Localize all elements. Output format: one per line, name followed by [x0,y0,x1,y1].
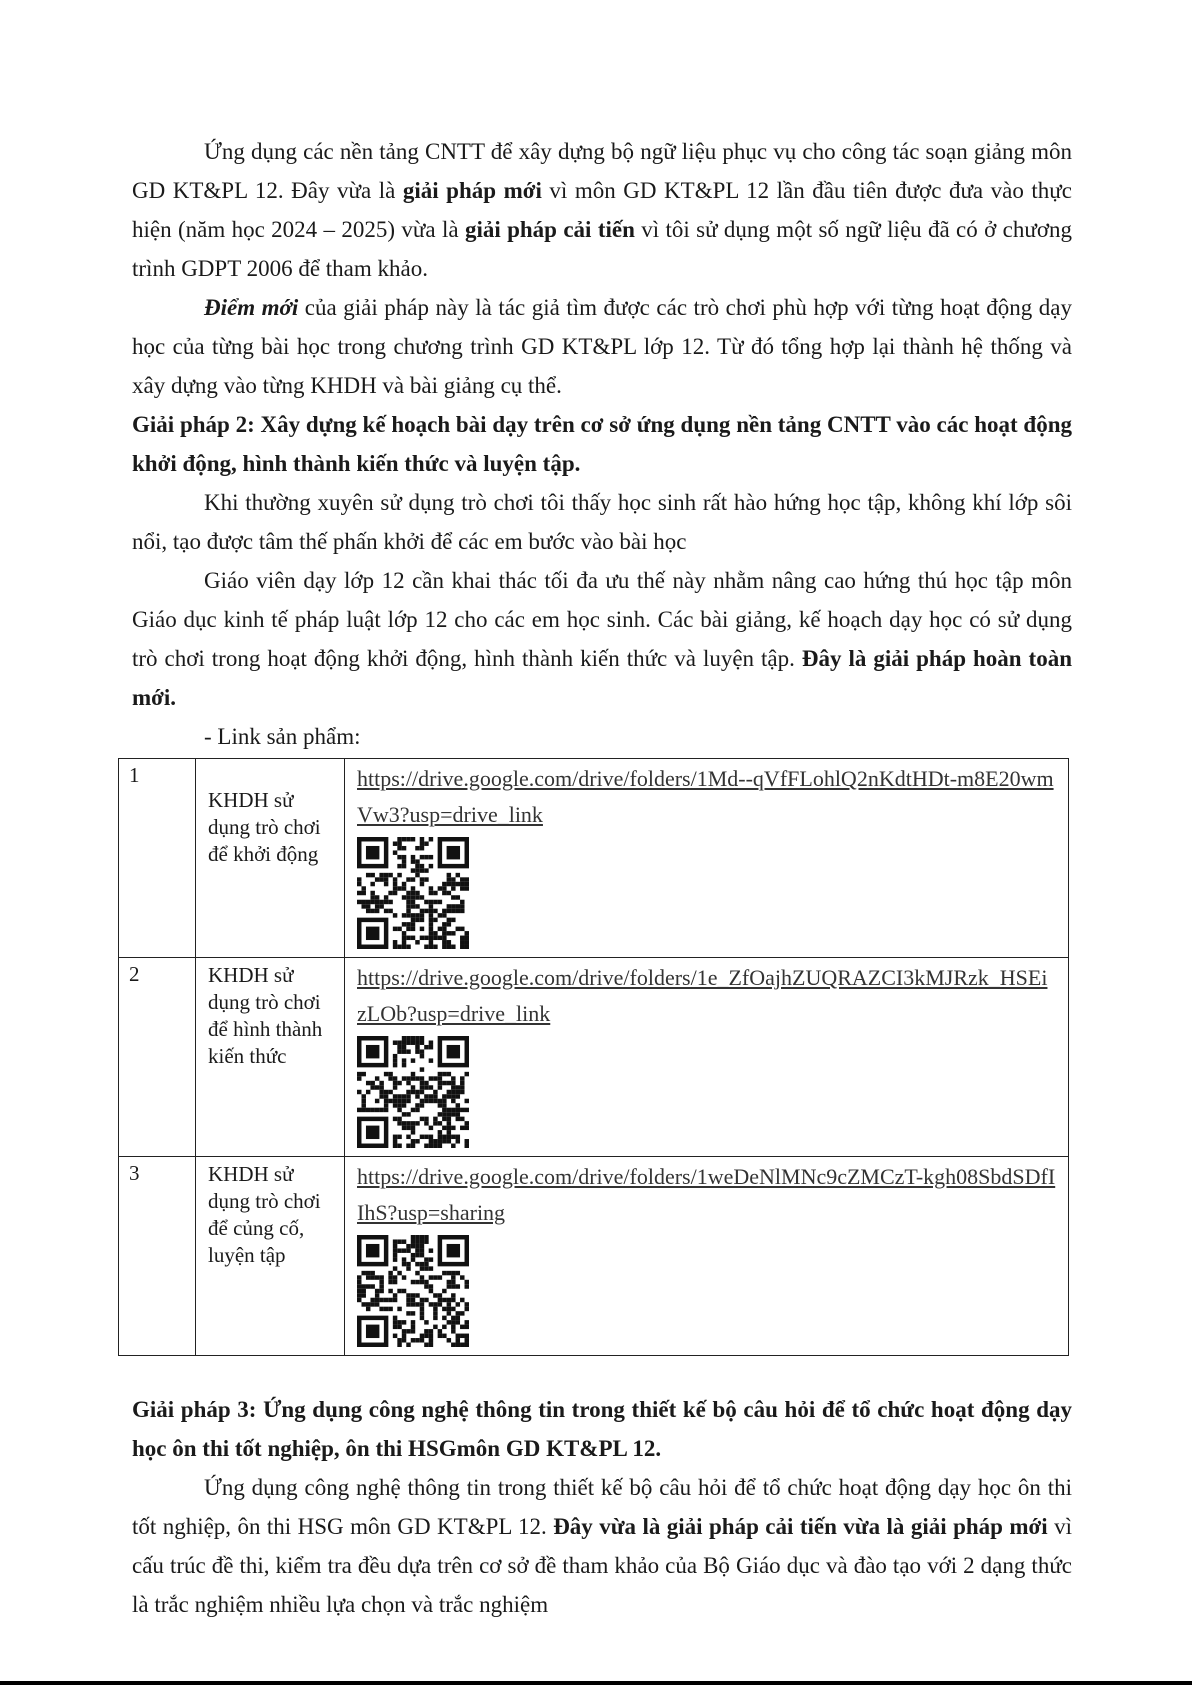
paragraph-2: Điểm mới của giải pháp này là tác giả tìm được các trò chơi phù hợp với từng hoạt động dạy học của từng bài học trong chương trình GD KT&PL lớp 12. Từ đó tổng hợp lại thành hệ thống và xây dựng vào từng KHDH và bài giảng cụ thể. [132,295,1072,398]
row-number: 3 [119,1157,196,1356]
row-title: KHDH sử dụng trò chơi để khởi động [196,759,345,958]
paragraph-3: Khi thường xuyên sử dụng trò chơi tôi thấy học sinh rất hào hứng học tập, không khí lớp sôi nổi, tạo được tâm thế phấn khởi để các em bước vào bài học [132,490,1072,554]
drive-link[interactable]: https://drive.google.com/drive/folders/1Md--qVfFLohlQ2nKdtHDt-m8E20wmVw3?usp=drive_link [357,766,1054,827]
table-row [119,1157,1069,1356]
row-title: KHDH sử dụng trò chơi để hình thành kiến thức [196,958,345,1157]
link-label: - Link sản phẩm: [204,724,361,749]
qr-code-icon [357,837,469,949]
page-bottom-edge [0,1681,1192,1685]
product-links-table [118,758,1069,1356]
document-page [129,132,1072,1624]
qr-code-icon [357,1235,469,1347]
table-row [119,958,1069,1157]
table-row [119,759,1069,958]
paragraph-5: Ứng dụng công nghệ thông tin trong thiết kế bộ câu hỏi để tổ chức hoạt động dạy học ôn thi tốt nghiệp, ôn thi HSG môn GD KT&PL 12. Đây vừa là giải pháp cải tiến vừa là giải pháp mới vì cấu trúc đề thi, kiểm tra đều dựa trên cơ sở đề tham khảo của Bộ Giáo dục và đào tạo với 2 dạng thức là trắc nghiệm nhiều lựa chọn và trắc nghiệm [132,1475,1072,1617]
row-number: 2 [119,958,196,1157]
drive-link[interactable]: https://drive.google.com/drive/folders/1weDeNlMNc9cZMCzT-kgh08SbdSDfIIhS?usp=sharing [357,1164,1056,1225]
row-title: KHDH sử dụng trò chơi để củng cố, luyện tập [196,1157,345,1356]
paragraph-4: Giáo viên dạy lớp 12 cần khai thác tối đa ưu thế này nhằm nâng cao hứng thú học tập môn Giáo dục kinh tế pháp luật lớp 12 cho các em học sinh. Các bài giảng, kế hoạch dạy học có sử dụng trò chơi trong hoạt động khởi động, hình thành kiến thức và luyện tập. Đây là giải pháp hoàn toàn mới. [132,568,1072,710]
qr-code-icon [357,1036,469,1148]
row-number: 1 [119,759,196,958]
drive-link[interactable]: https://drive.google.com/drive/folders/1e_ZfOajhZUQRAZCI3kMJRzk_HSEizLOb?usp=drive_link [357,965,1048,1026]
heading-solution-2: Giải pháp 2: Xây dựng kế hoạch bài dạy trên cơ sở ứng dụng nền tảng CNTT vào các hoạt động khởi động, hình thành kiến thức và luyện tập. [132,412,1072,476]
paragraph-1: Ứng dụng các nền tảng CNTT để xây dựng bộ ngữ liệu phục vụ cho công tác soạn giảng môn GD KT&PL 12. Đây vừa là giải pháp mới vì môn GD KT&PL 12 lần đầu tiên được đưa vào thực hiện (năm học 2024 – 2025) vừa là giải pháp cải tiến vì tôi sử dụng một số ngữ liệu đã có ở chương trình GDPT 2006 để tham khảo. [132,139,1072,281]
heading-solution-3: Giải pháp 3: Ứng dụng công nghệ thông tin trong thiết kế bộ câu hỏi để tổ chức hoạt động dạy học ôn thi tốt nghiệp, ôn thi HSGmôn GD KT&PL 12. [132,1397,1072,1461]
